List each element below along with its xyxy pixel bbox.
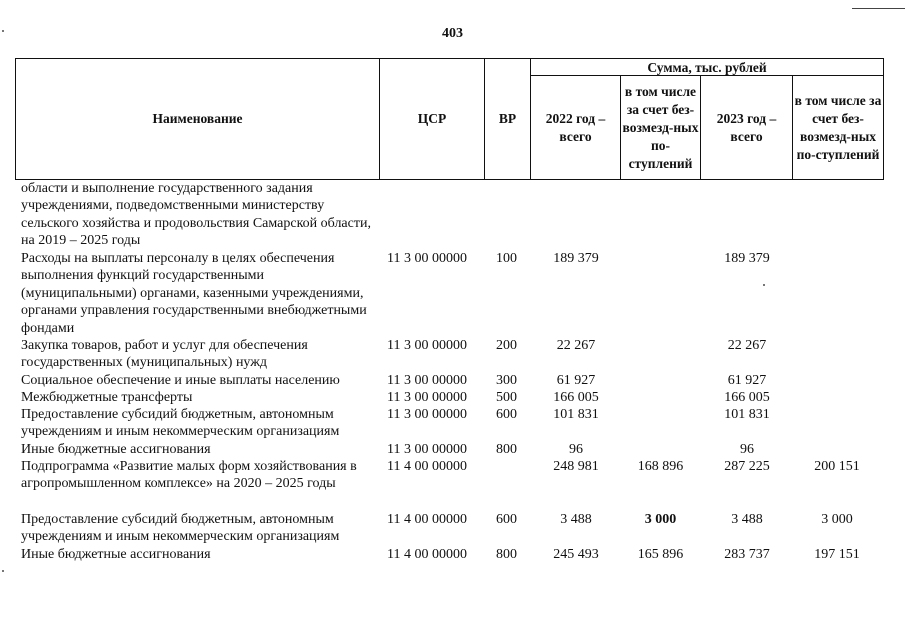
row-csr: 11 3 00 00000 bbox=[387, 407, 467, 422]
header-name: Наименование bbox=[16, 59, 380, 180]
row-2022-free: 165 896 bbox=[637, 547, 684, 562]
row-2023-total: 287 225 bbox=[724, 459, 770, 474]
budget-table-header bbox=[15, 58, 884, 180]
header-sum-group: Сумма, тыс. рублей bbox=[531, 59, 884, 76]
header-2023-total: 2023 год – всего bbox=[701, 76, 793, 180]
row-2023-total: 283 737 bbox=[724, 547, 770, 562]
scan-edge-line bbox=[852, 8, 905, 9]
table-row bbox=[21, 337, 891, 372]
row-2023-free: 197 151 bbox=[814, 547, 860, 562]
row-2022-total: 166 005 bbox=[553, 390, 599, 405]
row-2022-total: 245 493 bbox=[553, 547, 599, 562]
row-2023-free: 200 151 bbox=[814, 459, 860, 474]
row-vr: 100 bbox=[496, 251, 517, 266]
budget-table-body bbox=[21, 180, 891, 563]
row-csr: 11 3 00 00000 bbox=[387, 442, 467, 457]
row-2023-total: 22 267 bbox=[727, 338, 767, 353]
header-2022-total: 2022 год – всего bbox=[531, 76, 621, 180]
table-row bbox=[21, 372, 891, 389]
row-name: Иные бюджетные ассигнования bbox=[21, 442, 211, 457]
table-row bbox=[21, 458, 891, 511]
row-name: Предоставление субсидий бюджетным, автономным учреждениям и иным некоммерческим организациям bbox=[21, 407, 340, 440]
row-vr: 300 bbox=[496, 373, 517, 388]
header-csr: ЦСР bbox=[380, 59, 485, 180]
row-2023-total: 61 927 bbox=[727, 373, 767, 388]
scan-speck bbox=[763, 284, 765, 286]
header-2022-free: в том числе за счет без-возмезд-ных по-ступлений bbox=[621, 76, 701, 180]
row-2022-total: 22 267 bbox=[556, 338, 596, 353]
row-vr: 600 bbox=[496, 407, 517, 422]
row-2023-total: 189 379 bbox=[724, 251, 770, 266]
row-2022-total: 101 831 bbox=[553, 407, 599, 422]
scan-speck bbox=[2, 570, 4, 572]
row-vr: 600 bbox=[496, 512, 517, 527]
table-row bbox=[21, 406, 891, 441]
row-2023-total: 96 bbox=[740, 442, 754, 457]
row-2022-total: 248 981 bbox=[553, 459, 599, 474]
row-csr: 11 4 00 00000 bbox=[387, 547, 467, 562]
row-vr: 800 bbox=[496, 442, 517, 457]
table-row bbox=[21, 546, 891, 563]
row-vr: 800 bbox=[496, 547, 517, 562]
row-name: Межбюджетные трансферты bbox=[21, 390, 193, 405]
row-2022-total: 96 bbox=[569, 442, 583, 457]
header-2023-free: в том числе за счет без-возмезд-ных по-ступлений bbox=[793, 76, 884, 180]
row-name: Предоставление субсидий бюджетным, автономным учреждениям и иным некоммерческим организациям bbox=[21, 512, 340, 545]
table-row bbox=[21, 180, 891, 250]
table-row bbox=[21, 389, 891, 406]
row-2023-total: 166 005 bbox=[724, 390, 770, 405]
row-csr: 11 4 00 00000 bbox=[387, 512, 467, 527]
row-csr: 11 3 00 00000 bbox=[387, 373, 467, 388]
header-vr: ВР bbox=[485, 59, 531, 180]
row-2023-total: 3 488 bbox=[731, 512, 763, 527]
row-vr: 200 bbox=[496, 338, 517, 353]
row-name: области и выполнение государственного задания учреждениями, подведомственными министерству сельского хозяйства и продовольствия Самарской области, на 2019 – 2025 годы bbox=[21, 181, 371, 249]
row-csr: 11 3 00 00000 bbox=[387, 251, 467, 266]
row-name: Иные бюджетные ассигнования bbox=[21, 547, 211, 562]
row-name: Подпрограмма «Развитие малых форм хозяйствования в агропромышленном комплексе» на 2020 – 2025 годы bbox=[21, 459, 357, 492]
table-row bbox=[21, 511, 891, 546]
row-2022-total: 3 488 bbox=[560, 512, 592, 527]
row-name: Расходы на выплаты персоналу в целях обеспечения выполнения функций государственными (муниципальными) органами, казенными учреждениями, органами управления государственными внебюджетными фондами bbox=[21, 251, 367, 336]
row-2022-free: 3 000 bbox=[644, 512, 677, 527]
row-2023-total: 101 831 bbox=[724, 407, 770, 422]
row-2022-total: 61 927 bbox=[556, 373, 596, 388]
table-row bbox=[21, 250, 891, 337]
row-csr: 11 3 00 00000 bbox=[387, 390, 467, 405]
row-2023-free: 3 000 bbox=[821, 512, 853, 527]
row-csr: 11 4 00 00000 bbox=[387, 459, 467, 474]
page-number: 403 bbox=[442, 26, 463, 41]
row-name: Закупка товаров, работ и услуг для обеспечения государственных (муниципальных) нужд bbox=[21, 338, 308, 371]
row-2022-total: 189 379 bbox=[553, 251, 599, 266]
row-name: Социальное обеспечение и иные выплаты населению bbox=[21, 373, 340, 388]
row-csr: 11 3 00 00000 bbox=[387, 338, 467, 353]
scan-speck bbox=[2, 30, 4, 32]
table-row bbox=[21, 441, 891, 458]
row-2022-free: 168 896 bbox=[637, 459, 684, 474]
row-vr: 500 bbox=[496, 390, 517, 405]
